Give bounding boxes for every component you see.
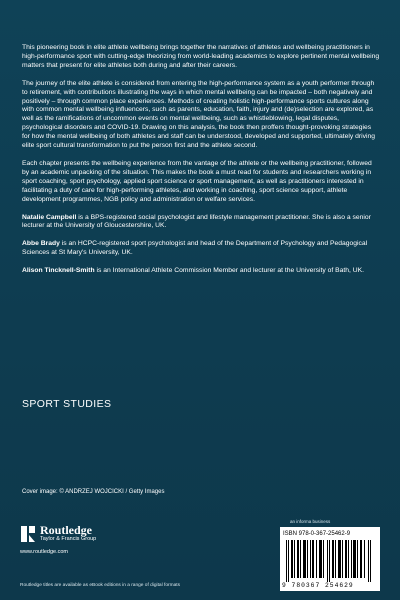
blurb-paragraph: Each chapter presents the wellbeing experience from the vantage of the athlete or the wellbeing practitioner, followed by an academic unpacking of the situation. This makes the book a must read for students and researchers working in sport coaching, sport psychology, applied sport science or sport management, as well as practitioners interested in facilitating a duty of care for high-performing athletes, and working in coaching, sport science support, athlete development programmes, NGB policy and administration or welfare services.	[22, 159, 372, 203]
publisher-url: www.routledge.com	[20, 549, 68, 555]
author-bio	[22, 240, 380, 258]
author-name: Abbe Brady	[22, 240, 60, 248]
author-name: Natalie Campbell	[22, 213, 77, 221]
publisher-name: Routledge	[40, 523, 92, 537]
blurb	[22, 44, 380, 285]
blurb-paragraph: This pioneering book in elite athlete wellbeing brings together the narratives of athletes and wellbeing practitioners in high-performance sport with cutting-edge theorizing from world-leading academics to explore pertinent mental wellbeing matters that present for elite athletes both during and after their careers.	[22, 44, 380, 69]
cover-image-credit: Cover image: © ANDRZEJ WOJCICKI / Getty Images	[22, 489, 165, 495]
isbn-barcode	[280, 527, 380, 591]
informa-label: an informa business	[290, 519, 331, 524]
routledge-logo-icon	[20, 525, 36, 543]
barcode-number: 9 780367 254629	[282, 582, 354, 589]
author-name: Alison Tincknell-Smith	[22, 267, 95, 275]
author-bio	[22, 214, 380, 232]
ebook-note: Routledge titles are available as eBook editions in a range of digital formats	[20, 583, 180, 588]
series-label: SPORT STUDIES	[22, 398, 112, 410]
isbn-label: ISBN 978-0-367-25462-9	[283, 531, 351, 537]
author-bio-text: is an HCPC-registered sport psychologist and head of the Department of Psychology and Pedagogical Sciences at St Mary's University, UK.	[22, 240, 368, 257]
barcode-bars	[284, 540, 376, 582]
publisher-group: Taylor & Francis Group	[40, 536, 97, 542]
publisher-block	[20, 524, 170, 555]
author-bio-text: is a BPS-registered social psychologist and lifestyle management practitioner. She is also a senior lecturer at the University of Gloucestershire, UK.	[22, 213, 371, 230]
author-bio	[22, 267, 380, 276]
author-bio-text: is an International Athlete Commission Member and lecturer at the University of Bath, UK.	[94, 267, 365, 275]
blurb-paragraph: The journey of the elite athlete is considered from entering the high-performance system as a youth performer through to retirement, with contributions illustrating the ways in which mental wellbeing can be impacted – both negatively and positively – through common place experiences. Methods of creating holistic high-performance sports cultures along with common mental wellbeing influencers, such as parents, education, faith, injury and (de)selection are explored, as well as the ramifications of uncommon events on mental wellbeing, such as whistleblowing, legal disputes, psychological disorders and COVID-19. Drawing on this analysis, the book then proffers thought-provoking strategies for how the mental wellbeing of both athletes and staff can be understood, developed and supported, ultimately driving elite sport cultural transformation to put the person first and the athlete second.	[22, 79, 375, 150]
